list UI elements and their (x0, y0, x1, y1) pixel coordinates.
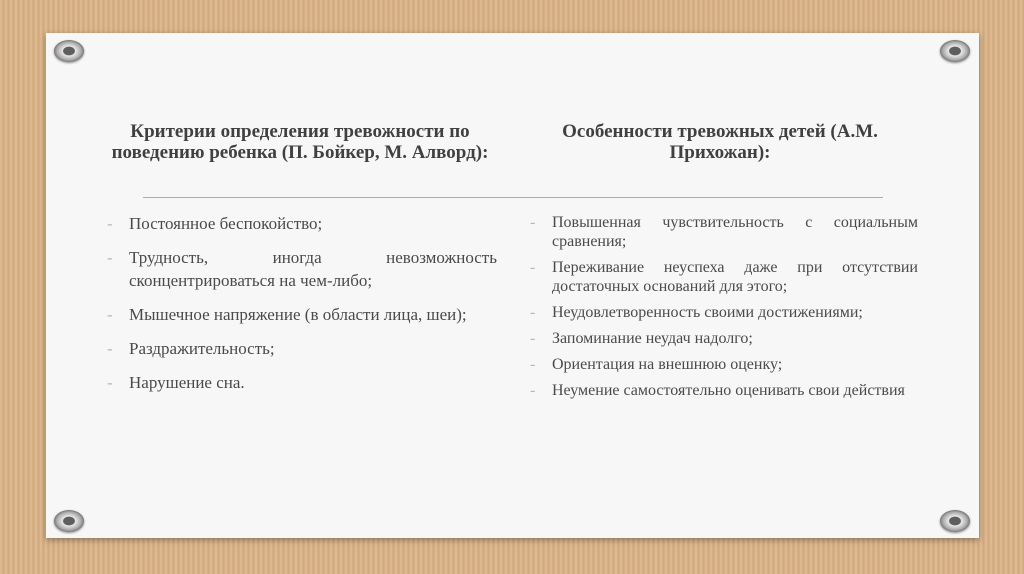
list-item (107, 212, 497, 235)
grommet-icon (54, 510, 84, 532)
list-item-text: Трудность, иногда невозможность сконцентрироваться на чем-либо; (129, 248, 497, 290)
list-item-text: Нарушение сна. (129, 373, 245, 392)
heading-divider (143, 197, 883, 198)
right-features-list (530, 213, 918, 407)
list-item-text: Запоминание неудач надолго; (552, 330, 753, 347)
dash-bullet-icon: - (530, 356, 536, 373)
list-item-text: Повышенная чувствительность с социальным сравнения; (552, 214, 918, 250)
dash-bullet-icon: - (107, 248, 113, 267)
list-item-text: Постоянное беспокойство; (129, 214, 323, 233)
list-item-text: Ориентация на внешнюю оценку; (552, 356, 783, 373)
right-column-heading: Особенности тревожных детей (А.М. Прихожан): (562, 121, 878, 163)
list-item (107, 371, 497, 394)
list-item-text: Неумение самостоятельно оценивать свои действия (552, 382, 905, 399)
list-item (107, 303, 497, 326)
list-item (530, 303, 918, 322)
dash-bullet-icon: - (107, 339, 113, 358)
dash-bullet-icon: - (530, 214, 536, 231)
list-item-text: Неудовлетворенность своими достижениями; (552, 304, 863, 321)
dash-bullet-icon: - (530, 382, 536, 399)
list-item (107, 246, 497, 292)
list-item (530, 381, 918, 400)
list-item (530, 329, 918, 348)
left-criteria-list (107, 212, 497, 405)
list-item (530, 258, 918, 296)
grommet-icon (54, 40, 84, 62)
dash-bullet-icon: - (530, 330, 536, 347)
left-column-heading: Критерии определения тревожности по поведению ребенка (П. Бойкер, М. Алворд): (111, 121, 489, 163)
dash-bullet-icon: - (530, 259, 536, 276)
dash-bullet-icon: - (107, 305, 113, 324)
grommet-icon (940, 40, 970, 62)
list-item-text: Мышечное напряжение (в области лица, шеи); (129, 305, 467, 324)
grommet-icon (940, 510, 970, 532)
dash-bullet-icon: - (107, 214, 113, 233)
list-item (530, 355, 918, 374)
list-item-text: Раздражительность; (129, 339, 275, 358)
list-item (107, 337, 497, 360)
list-item (530, 213, 918, 251)
dash-bullet-icon: - (107, 373, 113, 392)
list-item-text: Переживание неуспеха даже при отсутствии достаточных оснований для этого; (552, 259, 918, 295)
dash-bullet-icon: - (530, 304, 536, 321)
